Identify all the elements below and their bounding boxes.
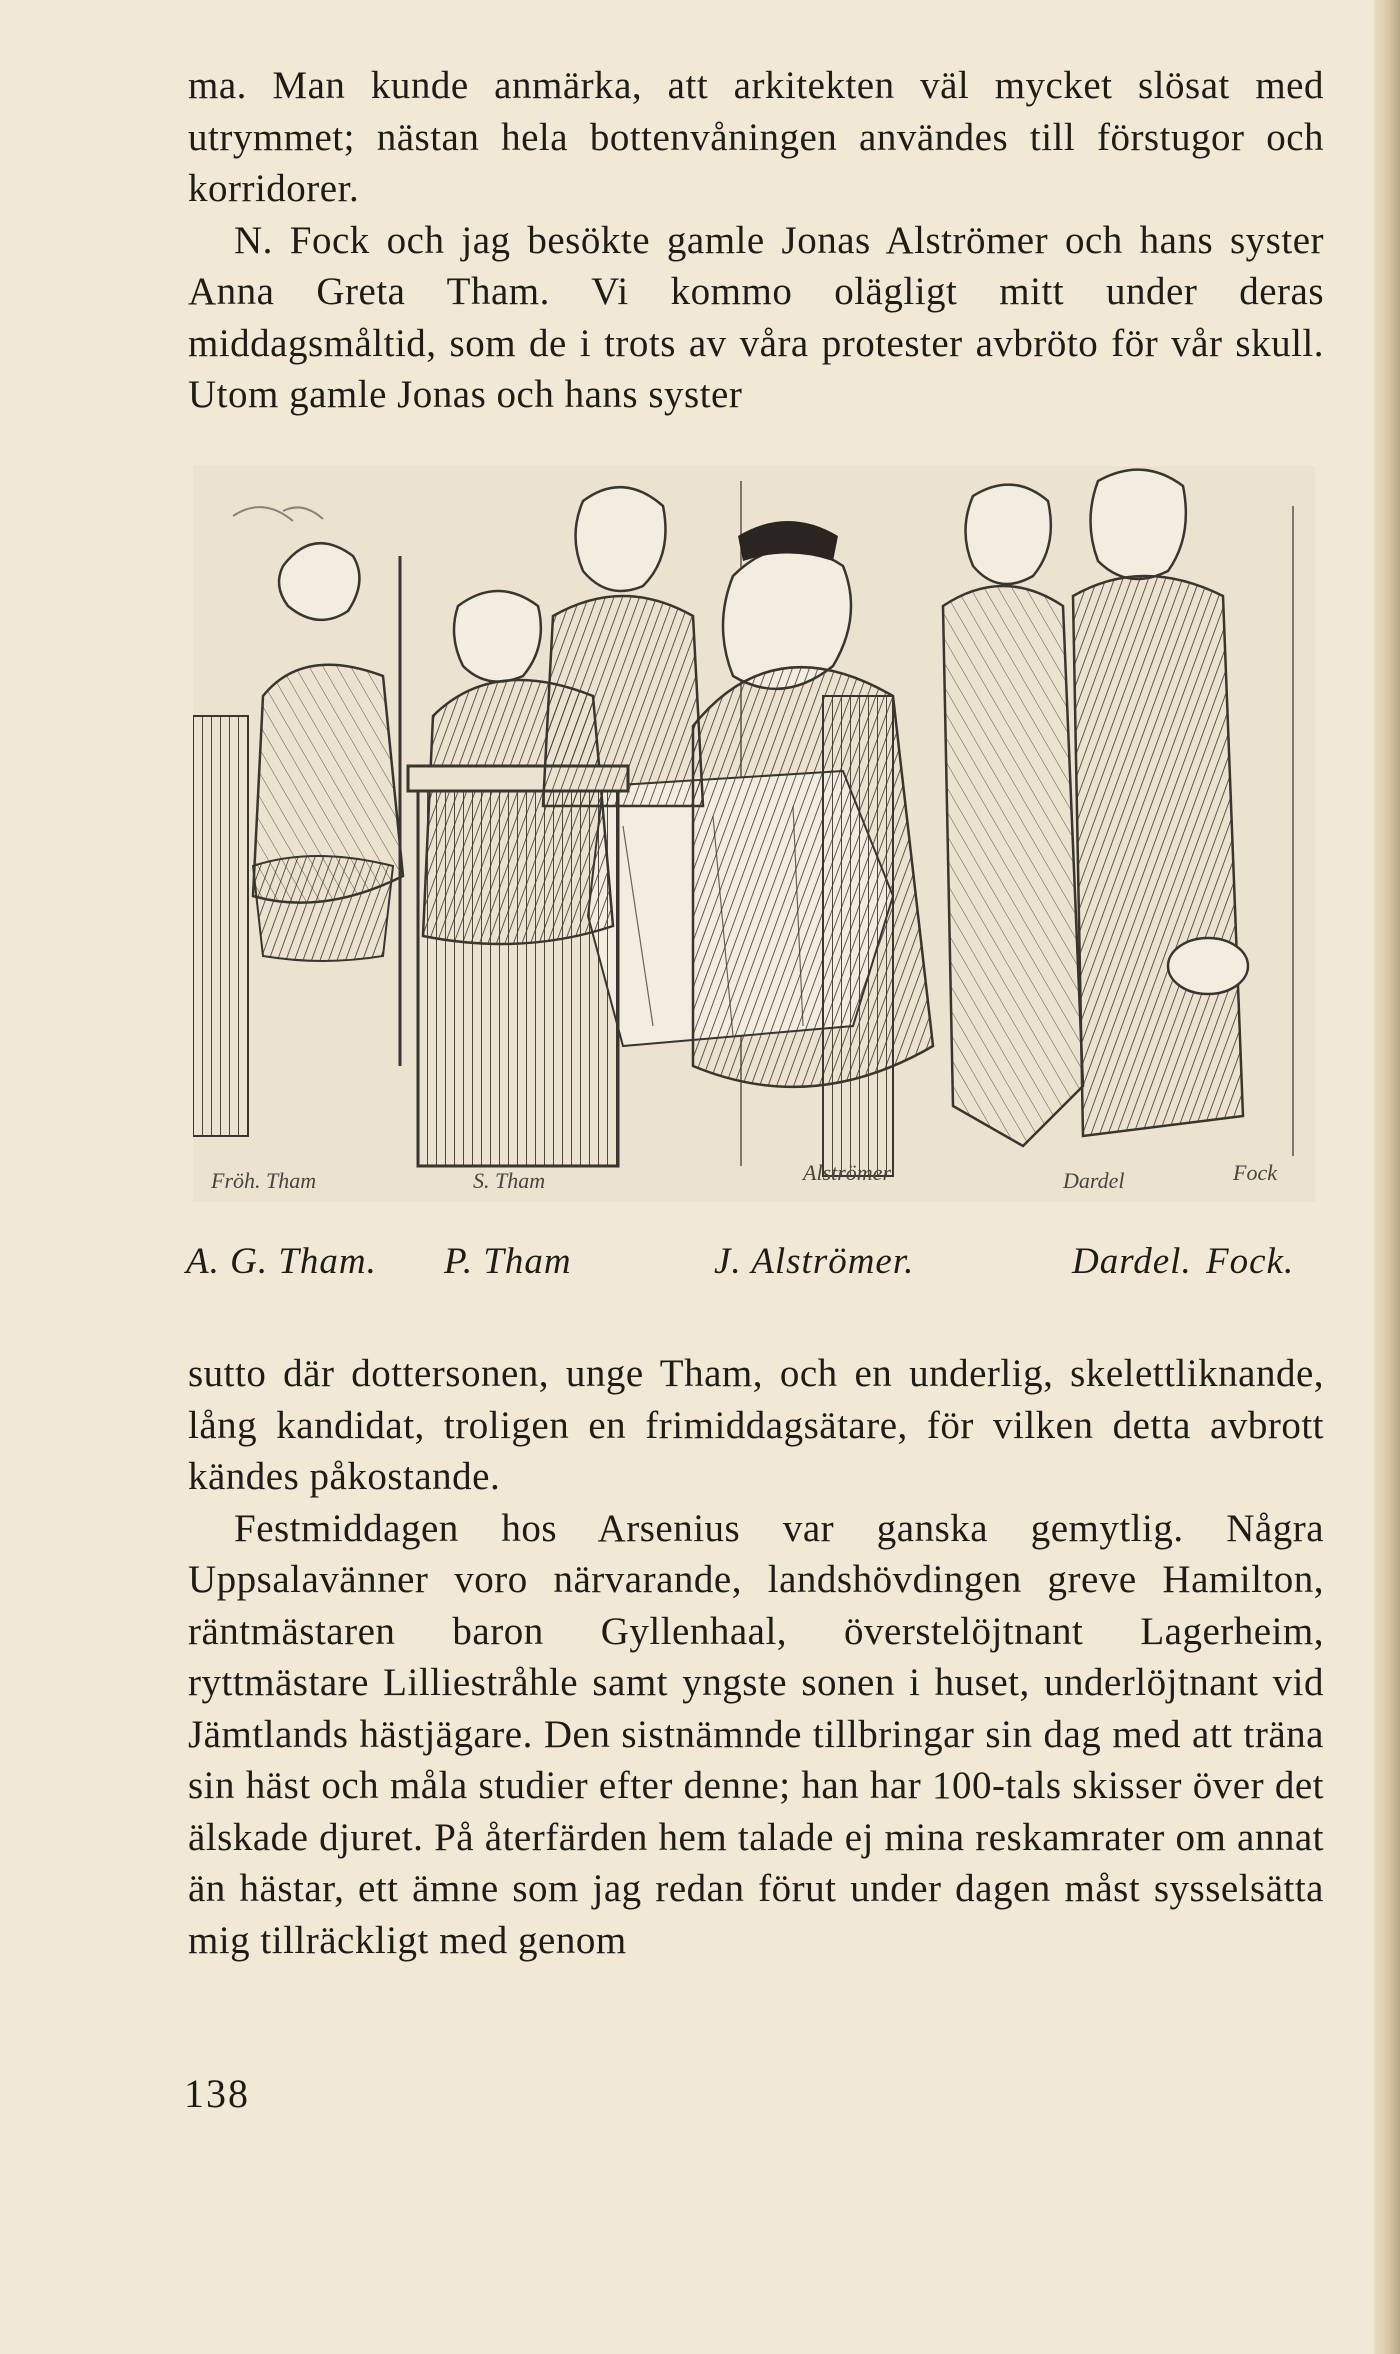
page-edge-shadow bbox=[1374, 0, 1400, 2354]
sketch-drawing bbox=[193, 466, 1315, 1202]
signature-1: Fröh. Tham bbox=[211, 1168, 317, 1193]
signature-4: Dardel bbox=[1063, 1168, 1125, 1193]
caption-dardel: Dardel. bbox=[1072, 1241, 1192, 1282]
paragraph-3: sutto där dottersonen, unge Tham, och en underlig, skelettliknande, lång kandidat, troligen en frimiddagsätare, för vilken detta avbrott kändes påkostande. bbox=[188, 1352, 1324, 1498]
signature-2: S. Tham bbox=[473, 1168, 546, 1193]
signature-3: Alströmer bbox=[803, 1160, 891, 1185]
caption-alstromer: J. Alströmer. bbox=[714, 1241, 915, 1282]
page-number: 138 bbox=[184, 2071, 250, 2116]
illustration-dinner-sketch bbox=[193, 466, 1315, 1202]
caption-fock: Fock. bbox=[1206, 1241, 1295, 1282]
top-text-block bbox=[188, 60, 1324, 421]
paragraph-2: N. Fock och jag besökte gamle Jonas Alströmer och hans syster Anna Greta Tham. Vi kommo olägligt mitt under deras middagsmåltid, som de i trots av våra protester avbröto för vår skull. Utom gamle Jonas och hans syster bbox=[188, 218, 1324, 416]
paragraph-4: Festmiddagen hos Arsenius var ganska gemytlig. Några Uppsalavänner voro närvarande, landshövdingen greve Hamilton, räntmästaren baron Gyllenhaal, överstelöjtnant Lagerheim, ryttmästare Lilliestråhle samt yngste sonen i huset, underlöjtnant vid Jämtlands hästjägare. Den sistnämnde tillbringar sin dag med att träna sin häst och måla studier efter denne; han har 100-tals skisser över det älskade djuret. På återfärden hem talade ej mina reskamrater om annat än hästar, ett ämne som jag redan förut under dagen måst sysselsätta mig tillräckligt med genom bbox=[188, 1506, 1324, 1962]
caption-ag-tham: A. G. Tham. bbox=[186, 1241, 377, 1282]
paragraph-1: ma. Man kunde anmärka, att arkitekten väl mycket slösat med utrymmet; nästan hela bottenvåningen användes till förstugor och korridorer. bbox=[188, 64, 1324, 210]
signature-5: Fock bbox=[1233, 1160, 1277, 1185]
caption-p-tham: P. Tham bbox=[444, 1241, 572, 1282]
bottom-text-block bbox=[188, 1348, 1324, 1966]
illustration-captions bbox=[186, 1240, 1326, 1290]
